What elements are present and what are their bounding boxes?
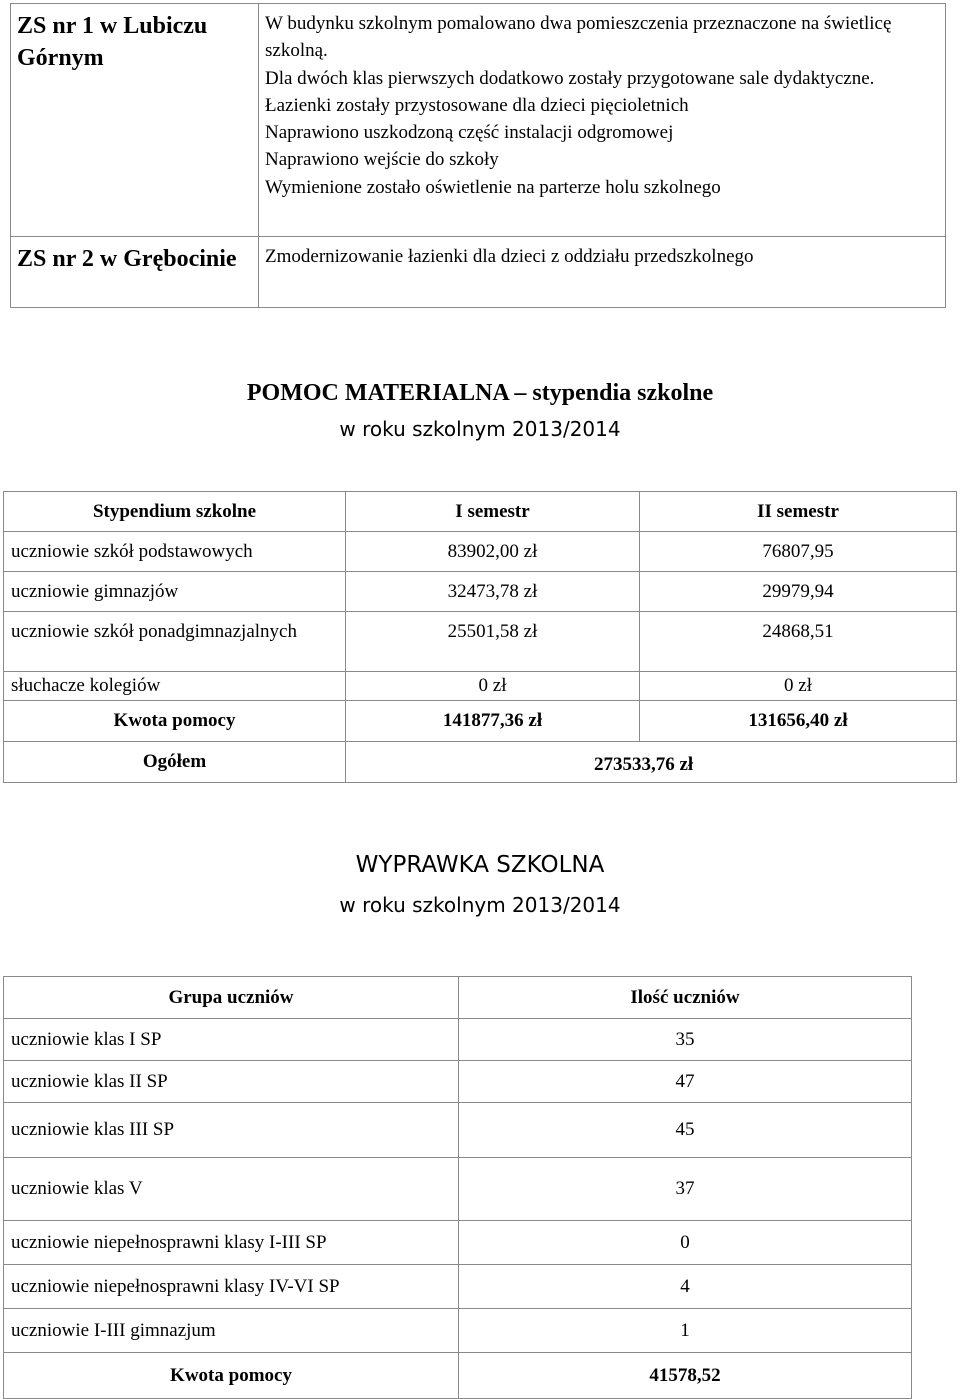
description-line: Wymienione zostało oświetlenie na parterze holu szkolnego <box>265 176 721 198</box>
column-header: II semestr <box>640 492 957 532</box>
cell-value: 32473,78 zł <box>346 572 640 612</box>
table-total-row <box>4 1353 912 1399</box>
table-row <box>4 672 957 701</box>
cell-value: 83902,00 zł <box>346 532 640 572</box>
total-value: 141877,36 zł <box>346 701 640 742</box>
table-row <box>4 1309 912 1353</box>
table-row <box>4 572 957 612</box>
row-label: uczniowie niepełnosprawni klasy IV-VI SP <box>4 1265 459 1309</box>
table-row <box>4 1221 912 1265</box>
total-value: 131656,40 zł <box>640 701 957 742</box>
cell-value: 35 <box>459 1019 912 1061</box>
column-header: Stypendium szkolne <box>4 492 346 532</box>
cell-value: 0 <box>459 1221 912 1265</box>
row-label: uczniowie gimnazjów <box>4 572 346 612</box>
cell-value: 24868,51 <box>640 612 957 672</box>
table-row <box>4 1061 912 1103</box>
cell-value: 4 <box>459 1265 912 1309</box>
row-label: uczniowie klas III SP <box>4 1103 459 1158</box>
cell-value: 45 <box>459 1103 912 1158</box>
table-row <box>4 612 957 672</box>
row-label: uczniowie szkół ponadgimnazjalnych <box>4 612 346 672</box>
cell-value: 37 <box>459 1158 912 1221</box>
cell-value: 0 zł <box>346 672 640 701</box>
row-label: uczniowie I-III gimnazjum <box>4 1309 459 1353</box>
total-value: 41578,52 <box>459 1353 912 1399</box>
table-row <box>4 1019 912 1061</box>
section-subtitle: w roku szkolnym 2013/2014 <box>339 417 621 441</box>
section-subtitle: w roku szkolnym 2013/2014 <box>339 893 621 917</box>
description-line: Łazienki zostały przystosowane dla dzieci pięcioletnich <box>265 94 689 116</box>
table-total-row <box>4 701 957 742</box>
description-line: Dla dwóch klas pierwszych dodatkowo zostały przygotowane sale dydaktyczne. <box>265 67 875 89</box>
row-label: uczniowie szkół podstawowych <box>4 532 346 572</box>
school-description <box>259 237 946 308</box>
table-row <box>4 1158 912 1221</box>
table-row <box>4 1103 912 1158</box>
description-line: Naprawiono wejście do szkoły <box>265 149 499 171</box>
schools-table <box>10 3 946 308</box>
school-name: ZS nr 2 w Grębocinie <box>11 237 259 308</box>
column-header: Grupa uczniów <box>4 977 459 1019</box>
school-name: ZS nr 1 w Lubiczu Górnym <box>11 4 259 237</box>
cell-value: 0 zł <box>640 672 957 701</box>
total-label: Kwota pomocy <box>4 701 346 742</box>
description-line: W budynku szkolnym pomalowano dwa pomieszczenia przeznaczone na świetlicę szkolną. <box>265 13 892 62</box>
grand-total-label: Ogółem <box>4 742 346 783</box>
row-label: uczniowie niepełnosprawni klasy I-III SP <box>4 1221 459 1265</box>
cell-value: 47 <box>459 1061 912 1103</box>
row-label: uczniowie klas V <box>4 1158 459 1221</box>
cell-value: 25501,58 zł <box>346 612 640 672</box>
table-row <box>4 1265 912 1309</box>
wyprawka-table <box>3 976 912 1399</box>
table-row <box>11 237 946 308</box>
cell-value: 1 <box>459 1309 912 1353</box>
school-description <box>259 4 946 237</box>
description-line: Naprawiono uszkodzoną część instalacji odgromowej <box>265 122 674 144</box>
table-row <box>11 4 946 237</box>
scholarship-table <box>3 491 957 783</box>
cell-value: 29979,94 <box>640 572 957 612</box>
table-row <box>4 532 957 572</box>
cell-value: 76807,95 <box>640 532 957 572</box>
row-label: uczniowie klas II SP <box>4 1061 459 1103</box>
table-grand-total-row <box>4 742 957 783</box>
column-header: Ilość uczniów <box>459 977 912 1019</box>
table-header-row <box>4 977 912 1019</box>
row-label: uczniowie klas I SP <box>4 1019 459 1061</box>
table-header-row <box>4 492 957 532</box>
description-line: Zmodernizowanie łazienki dla dzieci z oddziału przedszkolnego <box>265 246 754 267</box>
total-label: Kwota pomocy <box>4 1353 459 1399</box>
grand-total-value: 273533,76 zł <box>346 742 957 783</box>
section-title: POMOC MATERIALNA – stypendia szkolne <box>246 380 714 406</box>
section-title: WYPRAWKA SZKOLNA <box>355 852 605 878</box>
column-header: I semestr <box>346 492 640 532</box>
row-label: słuchacze kolegiów <box>4 672 346 701</box>
